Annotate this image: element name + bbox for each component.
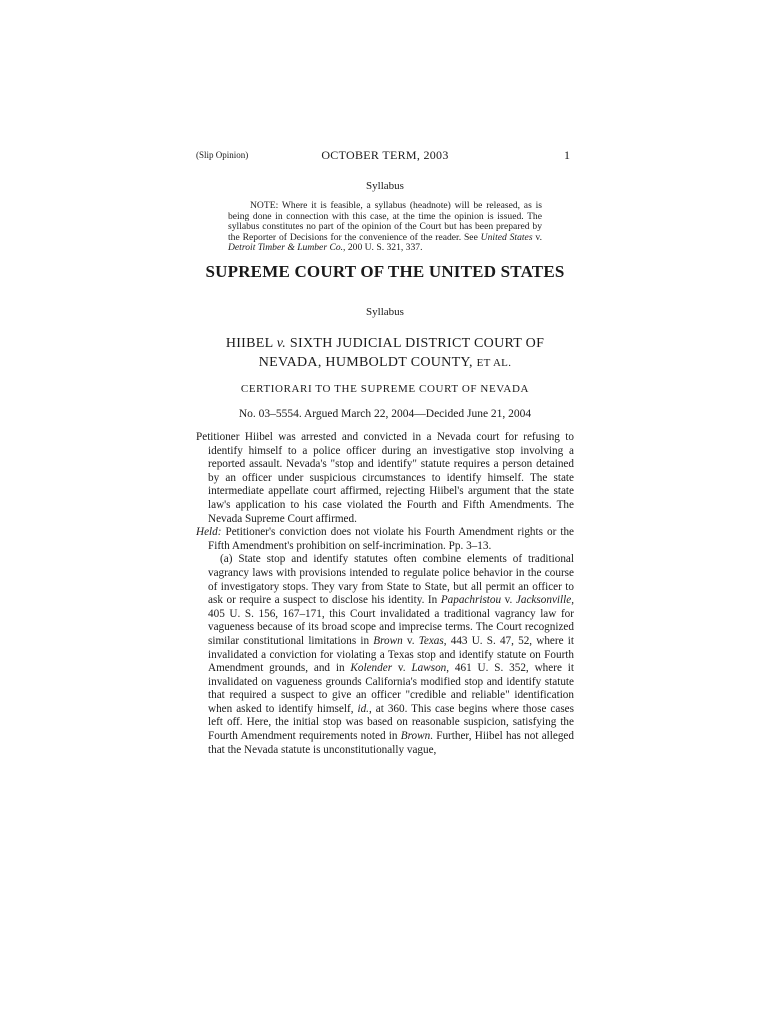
citation-v: v. xyxy=(392,662,412,675)
citation-papachristou: Papachristou xyxy=(440,594,502,607)
para-a-text-6: . Further, Hiibel has not alleged that the Nevada statute is unconstitutionally vague, xyxy=(208,730,574,756)
court-title: SUPREME COURT OF THE UNITED STATES xyxy=(205,262,565,281)
held-text: Petitioner's conviction does not violate his Fourth Amendment rights or the Fifth Amendment's prohibition on self-incrimination. Pp. 3–13. xyxy=(208,526,574,552)
paragraph-a xyxy=(196,553,574,757)
citation-v: v. xyxy=(402,634,419,647)
case-party-respondent-line2: NEVADA, HUMBOLDT COUNTY, xyxy=(258,355,473,370)
para-a-text-3: , 443 U. S. 47, 52, where it invalidated a conviction for violating a Texas stop and identify statute on Fourth Amendment grounds, and in xyxy=(208,634,574,675)
background-paragraph: Petitioner Hiibel was arrested and convicted in a Nevada court for refusing to identify himself to a police officer during an investigative stop involving a reported assault. Nevada's "stop and identify" statute requires a person detained by an officer under suspicious circumstances to identify himself. The state intermediate appellate court affirmed, rejecting Hiibel's argument that the state law's application to his case violated the Fourth and Fifth Amendments. The Nevada Supreme Court affirmed. xyxy=(196,431,574,525)
citation-brown-2: Brown xyxy=(400,730,431,743)
case-versus: v. xyxy=(276,336,287,351)
citation-id: id. xyxy=(357,702,369,715)
held-label: Held: xyxy=(196,526,222,539)
syllabus-body xyxy=(196,431,574,757)
held-paragraph xyxy=(196,526,574,553)
syllabus-heading: Syllabus xyxy=(366,306,404,318)
citation-lawson: Lawson xyxy=(411,662,447,675)
citation-texas: Texas xyxy=(418,634,444,647)
para-a-text-5: , at 360. This case begins where those cases left off. Here, the initial stop was based on reasonable suspicion, satisfying the Fourth Amendment requirements noted in xyxy=(208,702,574,743)
citation-jacksonville: Jacksonville xyxy=(515,594,572,607)
page-header xyxy=(196,148,574,164)
note-cite-party: Detroit Timber & Lumber Co. xyxy=(228,242,344,253)
term-label: OCTOBER TERM, 2003 xyxy=(321,148,449,162)
case-party-petitioner: HIIBEL xyxy=(225,336,273,351)
case-party-respondent-line1: SIXTH JUDICIAL DISTRICT COURT OF xyxy=(289,336,545,351)
citation-kolender: Kolender xyxy=(350,662,393,675)
reporter-note xyxy=(228,201,542,254)
case-name xyxy=(196,334,574,373)
note-cite-v: v. xyxy=(532,231,542,243)
note-text: NOTE: Where it is feasible, a syllabus (headnote) will be released, as is being done in connection with this case, at the time the opinion is issued. The syllabus constitutes no part of the opinion of the Court but has been prepared by the Reporter of Decisions for the convenience of the reader. See xyxy=(228,200,542,243)
para-a-text-1: (a) State stop and identify statutes often combine elements of traditional vagrancy laws with provisions intended to regulate police behavior in the course of investigatory stops. They vary from State to State, but all permit an officer to ask or require a suspect to disclose his identity. In xyxy=(208,553,574,607)
citation-v: v. xyxy=(501,594,516,607)
case-et-al: ET AL. xyxy=(476,357,512,369)
para-a-text-4: , 461 U. S. 352, where it invalidated on vagueness grounds California's modified stop and identify statute that required a suspect to give an officer "credible and reliable" identification when asked to identify himself, xyxy=(208,662,574,715)
certiorari-line: CERTIORARI TO THE SUPREME COURT OF NEVADA xyxy=(240,383,530,395)
docket-line: No. 03–5554. Argued March 22, 2004—Decided June 21, 2004 xyxy=(238,408,532,420)
note-cite-case: United States xyxy=(480,231,533,243)
page-number: 1 xyxy=(564,148,570,162)
slip-opinion-label: (Slip Opinion) xyxy=(196,150,249,160)
note-cite-rest: , 200 U. S. 321, 337. xyxy=(343,242,423,253)
citation-brown: Brown xyxy=(373,634,403,647)
syllabus-heading-top: Syllabus xyxy=(366,180,404,192)
para-a-text-2: , 405 U. S. 156, 167–171, this Court invalidated a traditional vagrancy law for vagueness because of its broad scope and imprecise terms. The Court recognized similar constitutional limitations in xyxy=(208,594,574,647)
